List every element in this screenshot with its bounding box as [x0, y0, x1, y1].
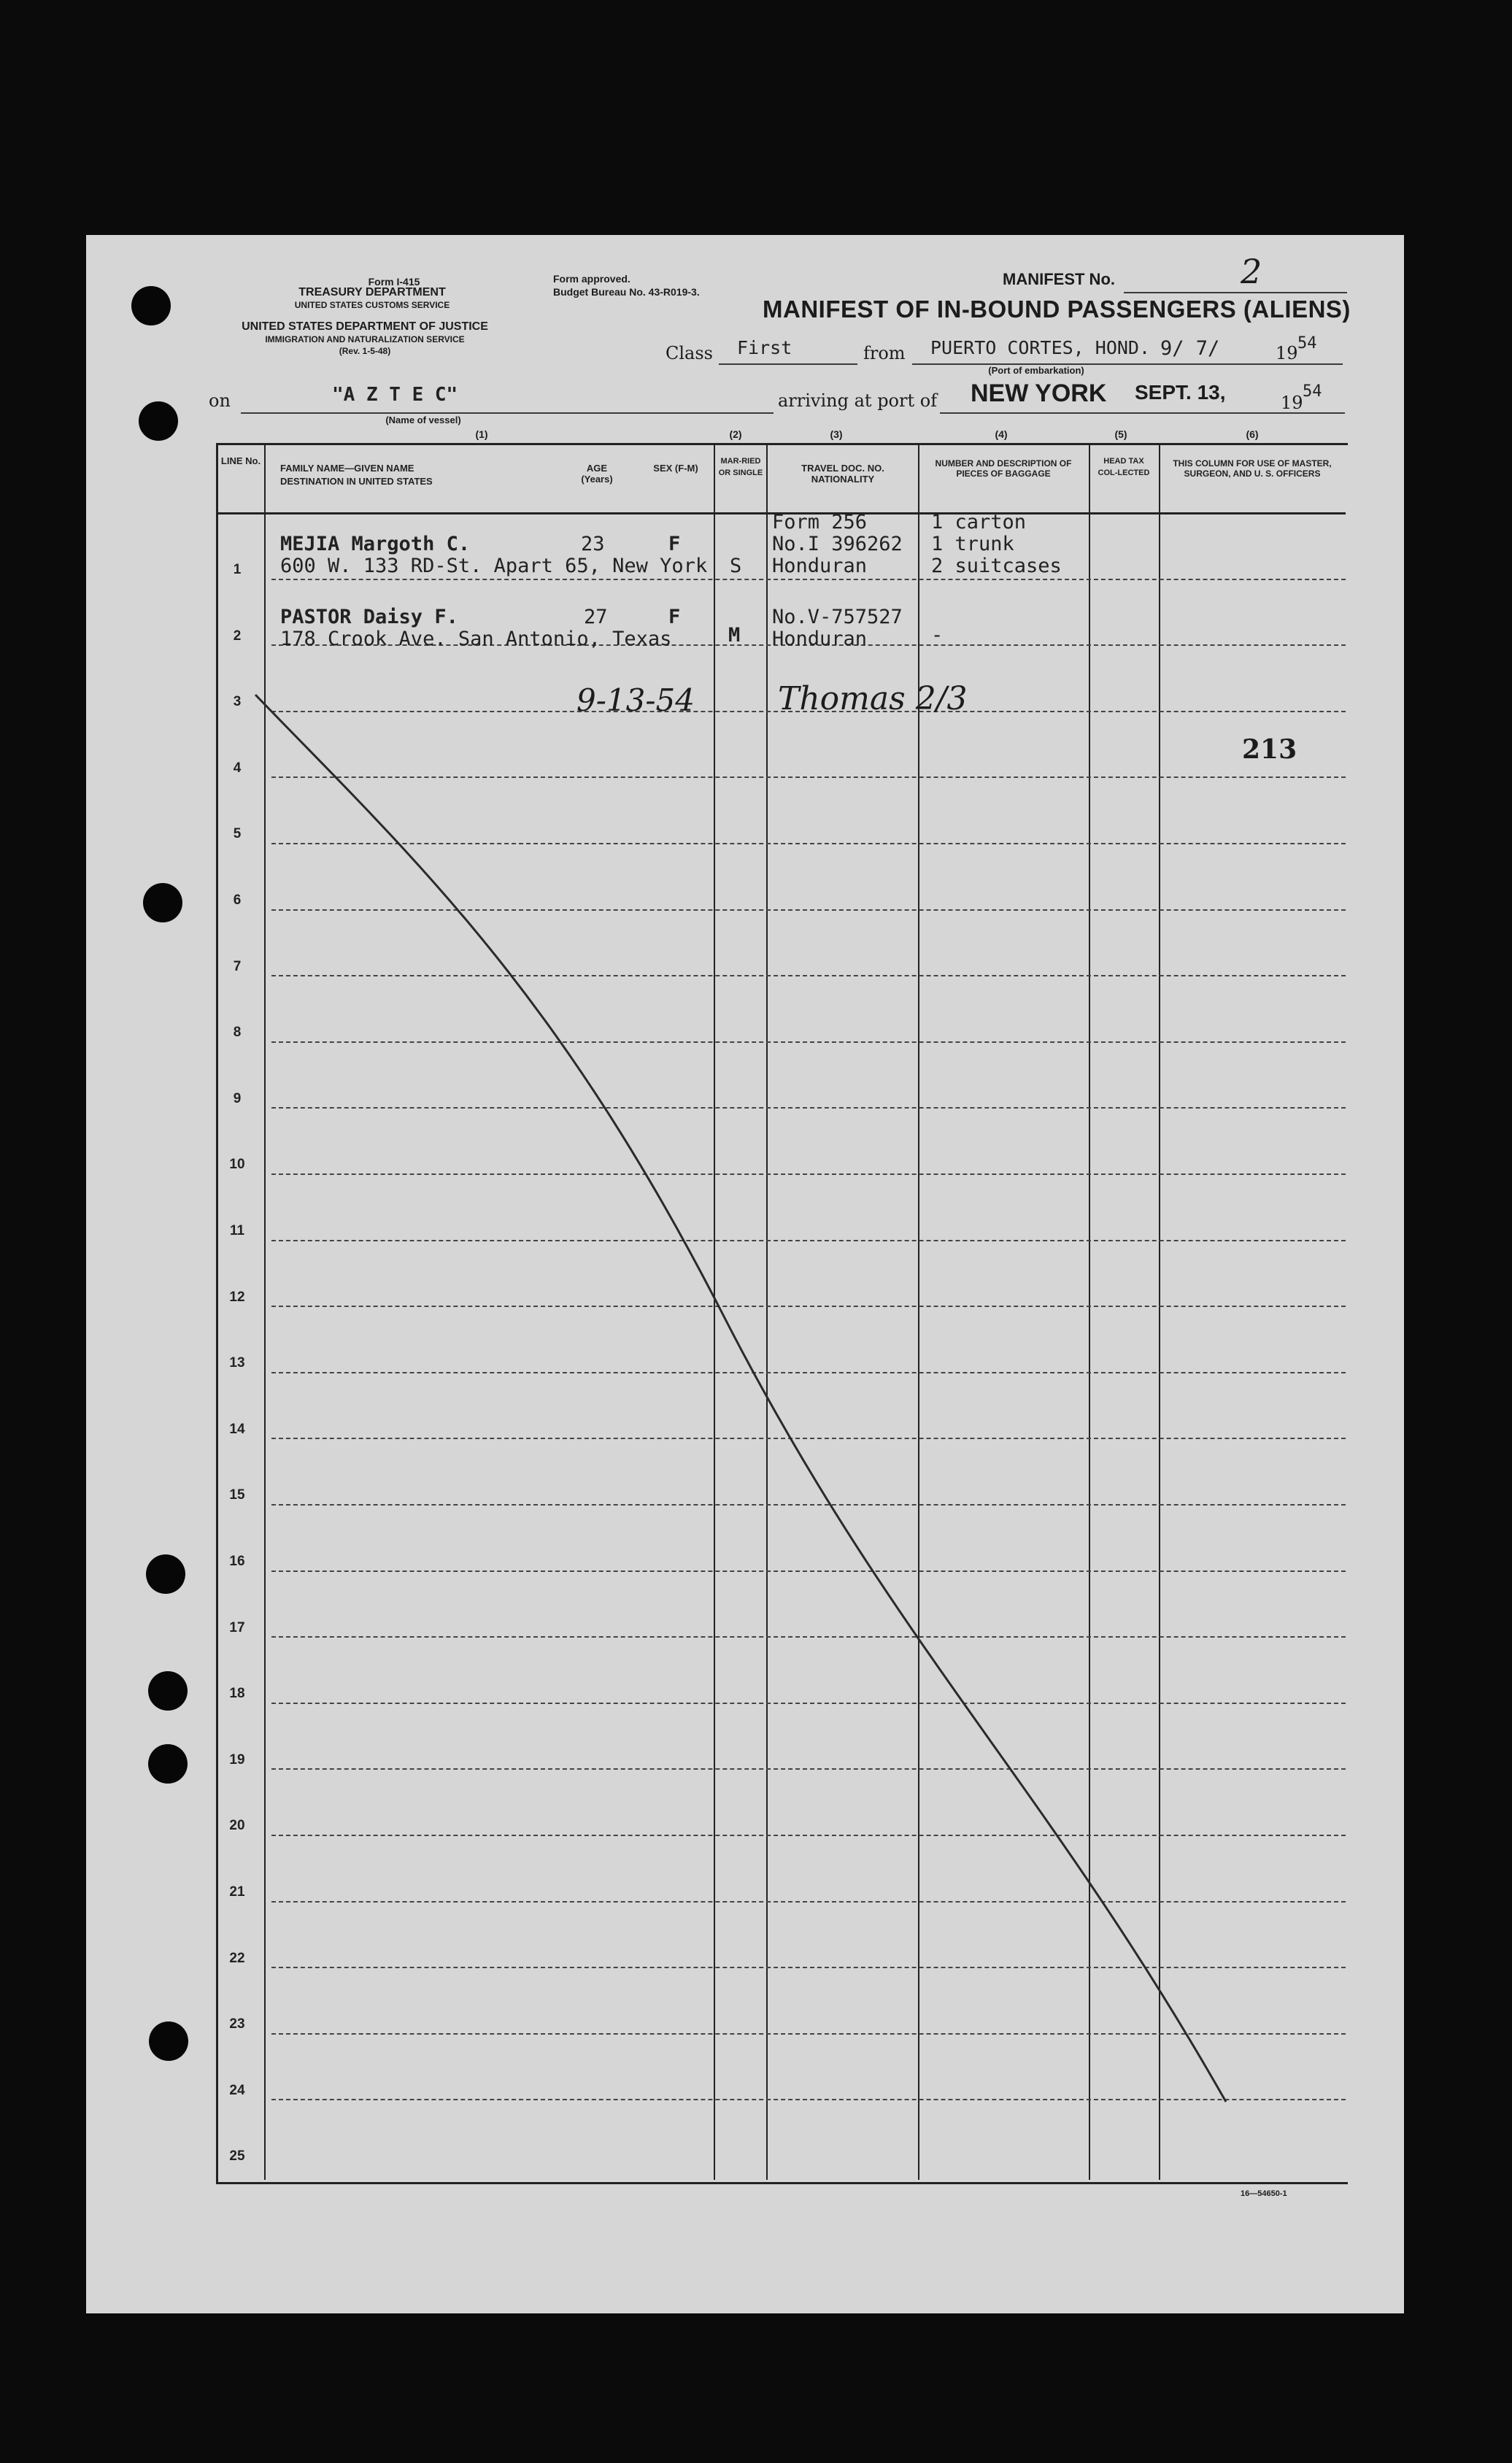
nationality: Honduran — [772, 628, 868, 650]
ins-service: IMMIGRATION AND NATURALIZATION SERVICE — [265, 334, 465, 344]
handwritten-date: 9-13-54 — [576, 682, 695, 718]
line-number: 15 — [229, 1487, 245, 1503]
line-number: 12 — [229, 1289, 245, 1305]
line-number: 1 — [233, 562, 242, 577]
passenger-sex: F — [668, 606, 681, 628]
passenger-age: 23 — [581, 533, 605, 555]
class-value: First — [737, 337, 792, 358]
passenger-destination: 600 W. 133 RD-St. Apart 65, New York — [280, 555, 708, 577]
stamp-number: 213 — [1242, 734, 1297, 765]
year-prefix-2: 19 — [1281, 393, 1303, 413]
column-number: (5) — [1114, 428, 1127, 440]
manifest-title: MANIFEST OF IN-BOUND PASSENGERS (ALIENS) — [763, 296, 1351, 323]
passenger-name: PASTOR Daisy F. — [280, 606, 458, 628]
form-number: Form I-415 — [368, 276, 420, 288]
passenger-status: S — [730, 555, 742, 577]
customs-service: UNITED STATES CUSTOMS SERVICE — [294, 300, 450, 310]
departure-year: 54 — [1297, 334, 1317, 352]
baggage-item: 1 trunk — [931, 533, 1014, 555]
class-label: Class — [666, 343, 713, 363]
line-number: 4 — [233, 760, 242, 776]
treasury-department: TREASURY DEPARTMENT — [298, 286, 446, 298]
line-number: 8 — [233, 1025, 242, 1041]
line-number: 19 — [229, 1751, 245, 1768]
vessel-name: "A Z T E C" — [332, 384, 458, 406]
line-number: 14 — [229, 1421, 245, 1437]
line-number: 24 — [229, 2082, 245, 2098]
line-number: 16 — [229, 1554, 245, 1569]
baggage-item: 2 suitcases — [931, 555, 1062, 577]
from-label: from — [863, 343, 906, 363]
travel-doc-line: No.V-757527 — [772, 606, 903, 628]
line-number: 9 — [233, 1090, 242, 1106]
header-travel-doc: TRAVEL DOC. NO. NATIONALITY — [801, 463, 884, 485]
line-number: 22 — [229, 1950, 245, 1966]
manifest-number: 2 — [1241, 252, 1262, 291]
departure-date: 9/ 7/ — [1160, 337, 1220, 360]
baggage-item: 1 carton — [931, 511, 1027, 533]
passenger-age: 27 — [584, 606, 608, 628]
port-of-embarkation: PUERTO CORTES, HOND. — [930, 337, 1151, 358]
header-married: MAR-RIED OR SINGLE — [718, 457, 763, 477]
line-number: 20 — [229, 1818, 245, 1834]
column-number: (3) — [830, 428, 843, 440]
passenger-sex: F — [668, 533, 681, 555]
line-number: 18 — [229, 1686, 245, 1702]
arrival-port: NEW YORK — [971, 379, 1107, 407]
column-number: (4) — [995, 428, 1008, 440]
passenger-name: MEJIA Margoth C. — [280, 533, 471, 555]
travel-doc-line: Form 256 — [772, 511, 868, 533]
line-number: 3 — [233, 694, 242, 710]
line-number: 21 — [229, 1884, 245, 1900]
header-baggage: NUMBER AND DESCRIPTION OF PIECES OF BAGGAGE — [935, 458, 1072, 479]
arriving-label: arriving at port of — [778, 390, 938, 411]
nationality: Honduran — [772, 555, 868, 577]
header-sex: SEX (F-M) — [653, 463, 698, 474]
budget-bureau: Budget Bureau No. 43-R019-3. — [553, 286, 700, 298]
line-number: 17 — [229, 1619, 245, 1635]
line-number: 10 — [229, 1157, 245, 1173]
form-approved: Form approved. — [553, 273, 630, 285]
line-number: 23 — [229, 2016, 245, 2032]
header-age: AGE (Years) — [581, 463, 613, 485]
department-of-justice: UNITED STATES DEPARTMENT OF JUSTICE — [242, 320, 488, 333]
print-code: 16—54650-1 — [1241, 2189, 1287, 2198]
passenger-status: M — [728, 624, 741, 647]
arrival-date: SEPT. 13, — [1135, 381, 1226, 404]
line-number: 2 — [233, 628, 242, 644]
passenger-destination: 178 Crook Ave. San Antonio, Texas — [280, 628, 672, 650]
line-number: 13 — [229, 1355, 245, 1371]
vessel-caption: (Name of vessel) — [385, 415, 461, 425]
header-destination: DESTINATION IN UNITED STATES — [280, 476, 433, 487]
header-line-no: LINE No. — [220, 455, 261, 466]
header-head-tax: HEAD TAX COL-LECTED — [1098, 457, 1150, 477]
port-embarkation-caption: (Port of embarkation) — [988, 365, 1084, 376]
travel-doc-line: No.I 396262 — [772, 533, 903, 555]
baggage-item: - — [931, 624, 944, 647]
column-number: (2) — [729, 428, 742, 440]
column-number: (1) — [475, 428, 488, 440]
on-label: on — [209, 390, 231, 411]
year-prefix: 19 — [1276, 343, 1298, 363]
inspector-signature: Thomas 2/3 — [778, 680, 968, 717]
line-number: 25 — [229, 2148, 245, 2165]
line-number: 6 — [233, 893, 242, 908]
line-number: 5 — [233, 826, 242, 842]
header-family-name: FAMILY NAME—GIVEN NAME — [280, 463, 414, 474]
line-number: 11 — [229, 1223, 245, 1238]
arrival-year: 54 — [1303, 382, 1322, 401]
form-revision: (Rev. 1-5-48) — [339, 346, 391, 356]
line-number: 7 — [233, 958, 242, 974]
cancellation-stroke — [255, 695, 1226, 2102]
header-officers: THIS COLUMN FOR USE OF MASTER, SURGEON, AND U. S. OFFICERS — [1173, 458, 1332, 479]
column-number: (6) — [1246, 428, 1259, 440]
manifest-number-label: MANIFEST No. — [1003, 270, 1115, 288]
